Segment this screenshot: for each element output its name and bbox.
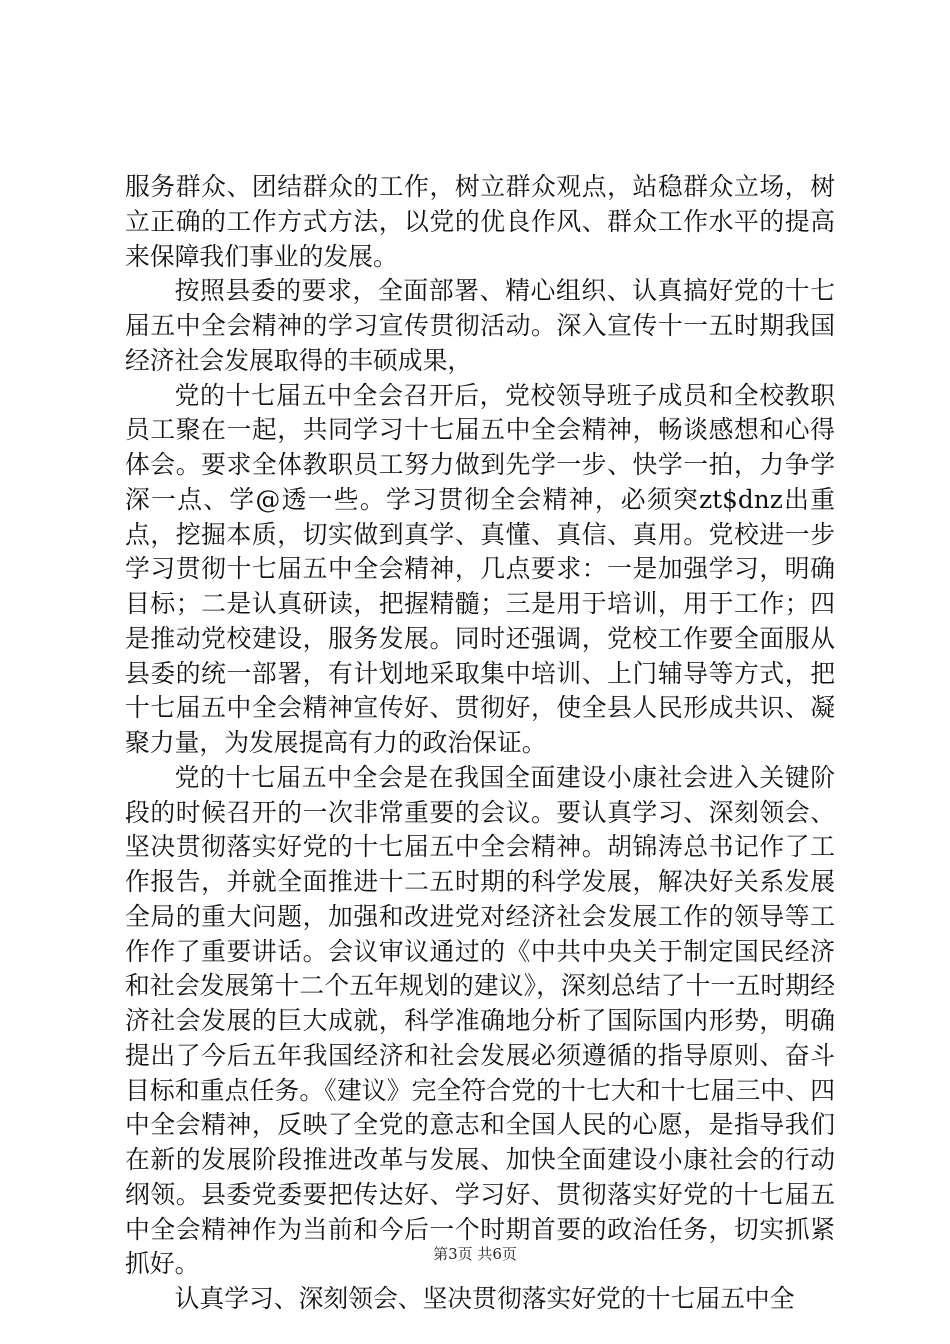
paragraph-4: 党的十七届五中全会是在我国全面建设小康社会进入关键阶段的时候召开的一次非常重要的会议。要认真学习、深刻领会、坚决贯彻落实好党的十七届五中全会精神。胡锦涛总书记作了工作报告，并就全面推进十二五时期的科学发展，解决好关系发展全局的重大问题，加强和改进党对经济社会发展工作的领导等工作作了重要讲话。会议审议通过的《中共中央关于制定国民经济和社会发展第十二个五年规划的建议》，深刻总结了十一五时期经济社会发展的巨大成就，科学准确地分析了国际国内形势，明确提出了今后五年我国经济和社会发展必须遵循的指导原则、奋斗目标和重点任务。《建议》完全符合党的十七大和十七届三中、四中全会精神，反映了全党的意志和全国人民的心愿，是指导我们在新的发展阶段推进改革与发展、加快全面建设小康社会的行动纲领。县委党委要把传达好、学习好、贯彻落实好党的十七届五中全会精神作为当前和今后一个时期首要的政治任务，切实抓紧抓好。 — [125, 762, 835, 1279]
page-footer: 第3页 共6页 — [433, 1245, 517, 1263]
paragraph-5: 认真学习、深刻领会、坚决贯彻落实好党的十七届五中全 — [174, 1284, 795, 1313]
paragraph-2: 按照县委的要求，全面部署、精心组织、认真搞好党的十七届五中全会精神的学习宣传贯彻活动。深入宣传十一五时期我国经济社会发展取得的丰硕成果， — [125, 276, 835, 375]
paragraph-1: 服务群众、团结群众的工作，树立群众观点，站稳群众立场，树立正确的工作方式方法，以党的优良作风、群众工作水平的提高来保障我们事业的发展。 — [125, 172, 835, 271]
document-body — [125, 170, 835, 1317]
paragraph-3: 党的十七届五中全会召开后，党校领导班子成员和全校教职员工聚在一起，共同学习十七届五中全会精神，畅谈感想和心得体会。要求全体教职员工努力做到先学一步、快学一拍，力争学深一点、学@透一些。学习贯彻全会精神，必须突zt$dnz出重点，挖掘本质，切实做到真学、真懂、真信、真用。党校进一步学习贯彻十七届五中全会精神，几点要求：一是加强学习，明确目标；二是认真研读，把握精髓；三是用于培训，用于工作；四是推动党校建设，服务发展。同时还强调，党校工作要全面服从县委的统一部署，有计划地采取集中培训、上门辅导等方式，把十七届五中全会精神宣传好、贯彻好，使全县人民形成共识、凝聚力量，为发展提高有力的政治保证。 — [125, 380, 835, 757]
